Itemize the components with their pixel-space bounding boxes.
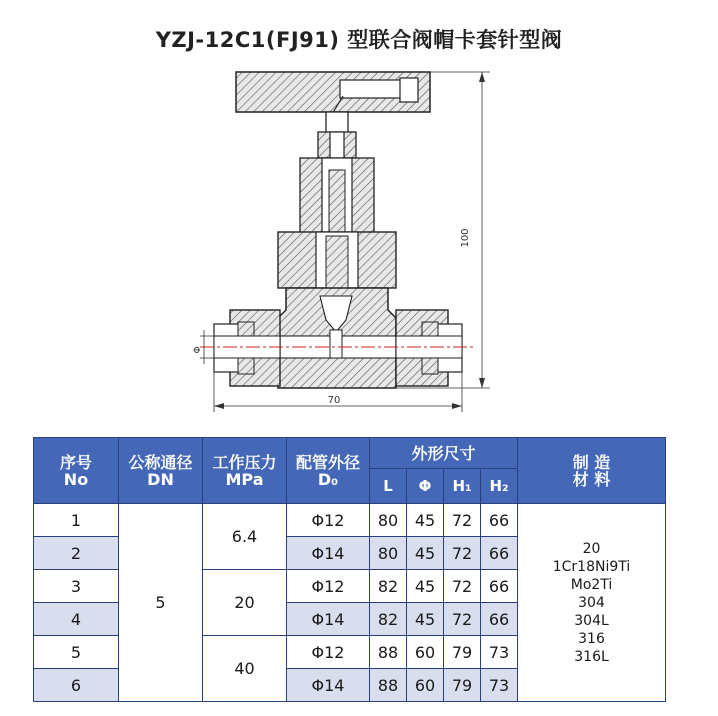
cell-h2: 73 bbox=[481, 636, 518, 669]
cell-phi: 45 bbox=[407, 504, 444, 537]
cell-L: 88 bbox=[370, 669, 407, 702]
cell-h1: 72 bbox=[444, 570, 481, 603]
cell-do: Φ14 bbox=[287, 537, 370, 570]
cell-do: Φ12 bbox=[287, 504, 370, 537]
header-material: 制 造 材 料 bbox=[518, 438, 666, 504]
cell-h1: 72 bbox=[444, 537, 481, 570]
cell-h2: 66 bbox=[481, 504, 518, 537]
cell-h1: 72 bbox=[444, 603, 481, 636]
cell-L: 88 bbox=[370, 636, 407, 669]
header-no: 序号 No bbox=[34, 438, 119, 504]
spec-table bbox=[33, 437, 666, 702]
cell-material bbox=[518, 504, 666, 702]
cell-do: Φ12 bbox=[287, 636, 370, 669]
cell-h1: 72 bbox=[444, 504, 481, 537]
width-dimension-label: 70 bbox=[327, 395, 341, 406]
right-fitting bbox=[396, 310, 462, 386]
header-h2: H₂ bbox=[481, 469, 518, 504]
table-row bbox=[34, 504, 666, 537]
cell-h1: 79 bbox=[444, 636, 481, 669]
material-item: 304 bbox=[578, 594, 605, 611]
material-item: 316 bbox=[578, 630, 605, 647]
cell-no: 6 bbox=[34, 669, 119, 702]
header-pipe-od: 配管外径 D₀ bbox=[287, 438, 370, 504]
cell-h2: 66 bbox=[481, 570, 518, 603]
cell-h2: 66 bbox=[481, 603, 518, 636]
cell-h1: 79 bbox=[444, 669, 481, 702]
cell-do: Φ12 bbox=[287, 570, 370, 603]
cell-no: 2 bbox=[34, 537, 119, 570]
cell-do: Φ14 bbox=[287, 669, 370, 702]
material-item: 316L bbox=[574, 648, 609, 665]
material-item: Mo2Ti bbox=[570, 576, 613, 593]
cell-L: 82 bbox=[370, 603, 407, 636]
pipe-dimension-label: Φ bbox=[193, 346, 203, 354]
cell-dn: 5 bbox=[119, 504, 203, 702]
cell-no: 1 bbox=[34, 504, 119, 537]
cell-pressure: 6.4 bbox=[203, 504, 287, 570]
cell-phi: 45 bbox=[407, 537, 444, 570]
header-h1: H₁ bbox=[444, 469, 481, 504]
cell-h2: 66 bbox=[481, 537, 518, 570]
cell-pressure: 20 bbox=[203, 570, 287, 636]
cell-phi: 45 bbox=[407, 570, 444, 603]
cell-L: 80 bbox=[370, 537, 407, 570]
header-pressure: 工作压力 MPa bbox=[203, 438, 287, 504]
cell-pressure: 40 bbox=[203, 636, 287, 702]
cell-phi: 45 bbox=[407, 603, 444, 636]
header-L: L bbox=[370, 469, 407, 504]
bonnet bbox=[278, 112, 396, 302]
cell-do: Φ14 bbox=[287, 603, 370, 636]
header-dn: 公称通径 DN bbox=[119, 438, 203, 504]
cell-no: 4 bbox=[34, 603, 119, 636]
cell-phi: 60 bbox=[407, 636, 444, 669]
cell-no: 5 bbox=[34, 636, 119, 669]
cell-no: 3 bbox=[34, 570, 119, 603]
cell-L: 80 bbox=[370, 504, 407, 537]
cell-phi: 60 bbox=[407, 669, 444, 702]
material-item: 1Cr18Ni9Ti bbox=[552, 558, 631, 575]
left-fitting bbox=[214, 310, 280, 386]
header-phi: Φ bbox=[407, 469, 444, 504]
material-item: 20 bbox=[582, 540, 601, 557]
height-dimension-label: 100 bbox=[460, 228, 471, 248]
page-title: YZJ-12C1(FJ91) 型联合阀帽卡套针型阀 bbox=[155, 28, 563, 52]
header-dimensions: 外形尺寸 bbox=[370, 438, 518, 469]
material-item: 304L bbox=[574, 612, 609, 629]
cell-h2: 73 bbox=[481, 669, 518, 702]
cell-L: 82 bbox=[370, 570, 407, 603]
